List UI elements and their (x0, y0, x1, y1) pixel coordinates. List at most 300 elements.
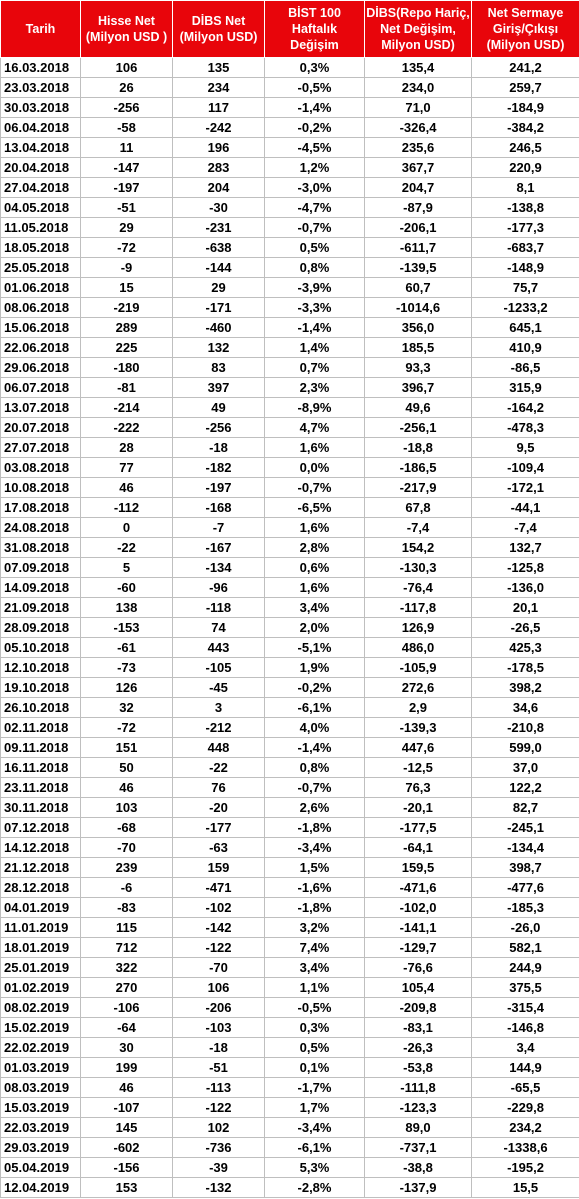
table-row (1, 538, 579, 558)
equity-net-cell: 11 (81, 138, 173, 158)
equity-net-cell: 151 (81, 738, 173, 758)
net-capital-flow-cell: 15,5 (472, 1178, 579, 1198)
header-bond-excl-repo: DİBS(Repo Hariç, Net Değişim, Milyon USD) (365, 1, 472, 58)
net-capital-flow-cell: -683,7 (472, 238, 579, 258)
equity-net-cell: -60 (81, 578, 173, 598)
bist100-change-cell: -1,4% (265, 98, 365, 118)
date-cell: 23.11.2018 (1, 778, 81, 798)
bist100-change-cell: 1,6% (265, 578, 365, 598)
table-row (1, 78, 579, 98)
header-net-capital-flow: Net Sermaye Giriş/Çıkışı (Milyon USD) (472, 1, 579, 58)
equity-net-cell: 30 (81, 1038, 173, 1058)
bond-net-cell: -118 (173, 598, 265, 618)
bond-excl-repo-cell: -137,9 (365, 1178, 472, 1198)
equity-net-cell: -64 (81, 1018, 173, 1038)
table-row (1, 518, 579, 538)
net-capital-flow-cell: 82,7 (472, 798, 579, 818)
bist100-change-cell: 0,8% (265, 758, 365, 778)
date-cell: 03.08.2018 (1, 458, 81, 478)
net-capital-flow-cell: -148,9 (472, 258, 579, 278)
date-cell: 11.05.2018 (1, 218, 81, 238)
bond-net-cell: -182 (173, 458, 265, 478)
date-cell: 16.11.2018 (1, 758, 81, 778)
bond-net-cell: -70 (173, 958, 265, 978)
bist100-change-cell: -4,5% (265, 138, 365, 158)
bond-excl-repo-cell: -87,9 (365, 198, 472, 218)
bond-net-cell: -144 (173, 258, 265, 278)
bist100-change-cell: 1,9% (265, 658, 365, 678)
bond-excl-repo-cell: -76,6 (365, 958, 472, 978)
date-cell: 30.11.2018 (1, 798, 81, 818)
bist100-change-cell: 3,2% (265, 918, 365, 938)
bond-excl-repo-cell: -64,1 (365, 838, 472, 858)
bond-net-cell: -102 (173, 898, 265, 918)
bist100-change-cell: -1,8% (265, 818, 365, 838)
bond-excl-repo-cell: -326,4 (365, 118, 472, 138)
net-capital-flow-cell: 34,6 (472, 698, 579, 718)
date-cell: 05.10.2018 (1, 638, 81, 658)
net-capital-flow-cell: -177,3 (472, 218, 579, 238)
bond-excl-repo-cell: 234,0 (365, 78, 472, 98)
bond-net-cell: -122 (173, 1098, 265, 1118)
net-capital-flow-cell: -164,2 (472, 398, 579, 418)
bist100-change-cell: -3,4% (265, 838, 365, 858)
net-capital-flow-cell: -26,0 (472, 918, 579, 938)
bond-net-cell: 234 (173, 78, 265, 98)
net-capital-flow-cell: -210,8 (472, 718, 579, 738)
bist100-change-cell: 0,5% (265, 1038, 365, 1058)
equity-net-cell: 26 (81, 78, 173, 98)
table-row (1, 198, 579, 218)
bond-net-cell: -168 (173, 498, 265, 518)
date-cell: 09.11.2018 (1, 738, 81, 758)
bond-net-cell: -242 (173, 118, 265, 138)
equity-net-cell: 77 (81, 458, 173, 478)
table-row (1, 818, 579, 838)
equity-net-cell: -51 (81, 198, 173, 218)
net-capital-flow-cell: -26,5 (472, 618, 579, 638)
bond-excl-repo-cell: -611,7 (365, 238, 472, 258)
bond-excl-repo-cell: -186,5 (365, 458, 472, 478)
bond-excl-repo-cell: -130,3 (365, 558, 472, 578)
equity-net-cell: 199 (81, 1058, 173, 1078)
bond-net-cell: 49 (173, 398, 265, 418)
date-cell: 23.03.2018 (1, 78, 81, 98)
equity-net-cell: 270 (81, 978, 173, 998)
bist100-change-cell: -1,8% (265, 898, 365, 918)
equity-net-cell: 50 (81, 758, 173, 778)
table-row (1, 1178, 579, 1198)
date-cell: 13.04.2018 (1, 138, 81, 158)
table-row (1, 978, 579, 998)
bist100-change-cell: 1,6% (265, 438, 365, 458)
net-capital-flow-cell: 645,1 (472, 318, 579, 338)
table-row (1, 378, 579, 398)
bond-net-cell: -197 (173, 478, 265, 498)
equity-net-cell: -83 (81, 898, 173, 918)
date-cell: 27.04.2018 (1, 178, 81, 198)
bist100-change-cell: -0,5% (265, 998, 365, 1018)
bist100-change-cell: -5,1% (265, 638, 365, 658)
equity-net-cell: -9 (81, 258, 173, 278)
bond-net-cell: 117 (173, 98, 265, 118)
net-capital-flow-cell: 315,9 (472, 378, 579, 398)
bond-excl-repo-cell: -102,0 (365, 898, 472, 918)
date-cell: 07.09.2018 (1, 558, 81, 578)
bist100-change-cell: -6,1% (265, 698, 365, 718)
table-row (1, 338, 579, 358)
table-row (1, 838, 579, 858)
bist100-change-cell: 0,3% (265, 58, 365, 78)
table-row (1, 498, 579, 518)
equity-net-cell: -73 (81, 658, 173, 678)
net-capital-flow-cell: -109,4 (472, 458, 579, 478)
date-cell: 30.03.2018 (1, 98, 81, 118)
bond-net-cell: -7 (173, 518, 265, 538)
table-row (1, 618, 579, 638)
bond-excl-repo-cell: 159,5 (365, 858, 472, 878)
header-equity-net: Hisse Net (Milyon USD ) (81, 1, 173, 58)
bond-excl-repo-cell: -83,1 (365, 1018, 472, 1038)
equity-net-cell: 712 (81, 938, 173, 958)
bist100-change-cell: -3,9% (265, 278, 365, 298)
bond-excl-repo-cell: -76,4 (365, 578, 472, 598)
bond-net-cell: 135 (173, 58, 265, 78)
bist100-change-cell: -1,7% (265, 1078, 365, 1098)
bond-net-cell: -231 (173, 218, 265, 238)
bond-net-cell: -18 (173, 1038, 265, 1058)
bist100-change-cell: -0,2% (265, 678, 365, 698)
equity-net-cell: 29 (81, 218, 173, 238)
date-cell: 12.10.2018 (1, 658, 81, 678)
net-capital-flow-cell: 37,0 (472, 758, 579, 778)
equity-net-cell: -156 (81, 1158, 173, 1178)
net-capital-flow-cell: -229,8 (472, 1098, 579, 1118)
equity-net-cell: 46 (81, 1078, 173, 1098)
table-row (1, 178, 579, 198)
bond-excl-repo-cell: -471,6 (365, 878, 472, 898)
table-row (1, 98, 579, 118)
net-capital-flow-cell: 398,2 (472, 678, 579, 698)
date-cell: 14.12.2018 (1, 838, 81, 858)
table-row (1, 258, 579, 278)
table-row (1, 778, 579, 798)
bond-excl-repo-cell: 396,7 (365, 378, 472, 398)
net-capital-flow-cell: 398,7 (472, 858, 579, 878)
bist100-change-cell: -1,6% (265, 878, 365, 898)
equity-net-cell: 46 (81, 778, 173, 798)
date-cell: 06.04.2018 (1, 118, 81, 138)
equity-net-cell: 126 (81, 678, 173, 698)
table-row (1, 1158, 579, 1178)
equity-net-cell: 153 (81, 1178, 173, 1198)
bond-net-cell: -18 (173, 438, 265, 458)
bond-excl-repo-cell: 126,9 (365, 618, 472, 638)
equity-net-cell: 289 (81, 318, 173, 338)
date-cell: 25.05.2018 (1, 258, 81, 278)
net-capital-flow-cell: -477,6 (472, 878, 579, 898)
date-cell: 15.02.2019 (1, 1018, 81, 1038)
bond-net-cell: -30 (173, 198, 265, 218)
bond-excl-repo-cell: -111,8 (365, 1078, 472, 1098)
table-row (1, 658, 579, 678)
header-row (1, 1, 579, 58)
date-cell: 01.06.2018 (1, 278, 81, 298)
date-cell: 20.04.2018 (1, 158, 81, 178)
equity-net-cell: -70 (81, 838, 173, 858)
bond-net-cell: 3 (173, 698, 265, 718)
table-row (1, 558, 579, 578)
bond-excl-repo-cell: -105,9 (365, 658, 472, 678)
date-cell: 08.06.2018 (1, 298, 81, 318)
equity-net-cell: -61 (81, 638, 173, 658)
bond-net-cell: 83 (173, 358, 265, 378)
bond-excl-repo-cell: 235,6 (365, 138, 472, 158)
bist100-change-cell: -0,5% (265, 78, 365, 98)
bist100-change-cell: -0,7% (265, 778, 365, 798)
date-cell: 22.06.2018 (1, 338, 81, 358)
equity-net-cell: -72 (81, 238, 173, 258)
date-cell: 16.03.2018 (1, 58, 81, 78)
date-cell: 05.04.2019 (1, 1158, 81, 1178)
net-capital-flow-cell: -136,0 (472, 578, 579, 598)
net-capital-flow-cell: 9,5 (472, 438, 579, 458)
bond-net-cell: -471 (173, 878, 265, 898)
bond-excl-repo-cell: 447,6 (365, 738, 472, 758)
bist100-change-cell: 2,8% (265, 538, 365, 558)
bond-excl-repo-cell: 60,7 (365, 278, 472, 298)
bist100-change-cell: 3,4% (265, 958, 365, 978)
bond-excl-repo-cell: -20,1 (365, 798, 472, 818)
equity-net-cell: 32 (81, 698, 173, 718)
table-row (1, 1078, 579, 1098)
date-cell: 22.02.2019 (1, 1038, 81, 1058)
date-cell: 12.04.2019 (1, 1178, 81, 1198)
table-row (1, 918, 579, 938)
equity-net-cell: -107 (81, 1098, 173, 1118)
bist100-change-cell: -0,7% (265, 218, 365, 238)
bond-net-cell: -142 (173, 918, 265, 938)
date-cell: 27.07.2018 (1, 438, 81, 458)
net-capital-flow-cell: -86,5 (472, 358, 579, 378)
bond-excl-repo-cell: -256,1 (365, 418, 472, 438)
net-capital-flow-cell: 132,7 (472, 538, 579, 558)
date-cell: 28.09.2018 (1, 618, 81, 638)
table-row (1, 458, 579, 478)
bond-net-cell: -460 (173, 318, 265, 338)
date-cell: 22.03.2019 (1, 1118, 81, 1138)
date-cell: 17.08.2018 (1, 498, 81, 518)
equity-net-cell: -256 (81, 98, 173, 118)
bond-net-cell: -113 (173, 1078, 265, 1098)
bond-net-cell: 443 (173, 638, 265, 658)
equity-net-cell: -180 (81, 358, 173, 378)
bist100-change-cell: 0,8% (265, 258, 365, 278)
bond-excl-repo-cell: 93,3 (365, 358, 472, 378)
date-cell: 14.09.2018 (1, 578, 81, 598)
table-header (1, 1, 579, 58)
date-cell: 02.11.2018 (1, 718, 81, 738)
date-cell: 13.07.2018 (1, 398, 81, 418)
table-row (1, 738, 579, 758)
table-row (1, 58, 579, 78)
bond-excl-repo-cell: 2,9 (365, 698, 472, 718)
table-row (1, 398, 579, 418)
bond-excl-repo-cell: 67,8 (365, 498, 472, 518)
bond-excl-repo-cell: 76,3 (365, 778, 472, 798)
net-capital-flow-cell: 234,2 (472, 1118, 579, 1138)
table-row (1, 758, 579, 778)
bond-net-cell: -134 (173, 558, 265, 578)
header-date: Tarih (1, 1, 81, 58)
table-row (1, 1118, 579, 1138)
equity-net-cell: 145 (81, 1118, 173, 1138)
bist100-change-cell: 0,7% (265, 358, 365, 378)
bist100-change-cell: 1,5% (265, 858, 365, 878)
table-row (1, 158, 579, 178)
table-body (1, 58, 579, 1198)
bond-excl-repo-cell: -139,5 (365, 258, 472, 278)
bond-excl-repo-cell: -117,8 (365, 598, 472, 618)
bond-net-cell: -105 (173, 658, 265, 678)
bond-net-cell: -736 (173, 1138, 265, 1158)
equity-net-cell: 28 (81, 438, 173, 458)
date-cell: 25.01.2019 (1, 958, 81, 978)
bond-net-cell: 132 (173, 338, 265, 358)
equity-net-cell: -6 (81, 878, 173, 898)
table-row (1, 218, 579, 238)
bond-excl-repo-cell: 356,0 (365, 318, 472, 338)
net-capital-flow-cell: -384,2 (472, 118, 579, 138)
bond-excl-repo-cell: -129,7 (365, 938, 472, 958)
bond-excl-repo-cell: -177,5 (365, 818, 472, 838)
bond-excl-repo-cell: -1014,6 (365, 298, 472, 318)
equity-net-cell: -106 (81, 998, 173, 1018)
table-row (1, 878, 579, 898)
date-cell: 01.02.2019 (1, 978, 81, 998)
bond-excl-repo-cell: -7,4 (365, 518, 472, 538)
bist100-change-cell: 0,3% (265, 1018, 365, 1038)
date-cell: 06.07.2018 (1, 378, 81, 398)
bist100-change-cell: 5,3% (265, 1158, 365, 1178)
date-cell: 21.09.2018 (1, 598, 81, 618)
bond-net-cell: -638 (173, 238, 265, 258)
net-capital-flow-cell: 375,5 (472, 978, 579, 998)
date-cell: 15.06.2018 (1, 318, 81, 338)
bist100-change-cell: 0,1% (265, 1058, 365, 1078)
bond-net-cell: 74 (173, 618, 265, 638)
net-capital-flow-cell: 259,7 (472, 78, 579, 98)
table-row (1, 598, 579, 618)
bond-net-cell: -177 (173, 818, 265, 838)
net-capital-flow-cell: 582,1 (472, 938, 579, 958)
bist100-change-cell: 0,0% (265, 458, 365, 478)
table-row (1, 278, 579, 298)
bond-excl-repo-cell: 135,4 (365, 58, 472, 78)
net-capital-flow-cell: -125,8 (472, 558, 579, 578)
table-row (1, 478, 579, 498)
bond-net-cell: 76 (173, 778, 265, 798)
bist100-change-cell: 7,4% (265, 938, 365, 958)
bond-net-cell: 159 (173, 858, 265, 878)
bond-excl-repo-cell: -26,3 (365, 1038, 472, 1058)
net-capital-flow-cell: -315,4 (472, 998, 579, 1018)
date-cell: 04.01.2019 (1, 898, 81, 918)
bist100-change-cell: 2,0% (265, 618, 365, 638)
bond-net-cell: 397 (173, 378, 265, 398)
bond-net-cell: -256 (173, 418, 265, 438)
bist100-change-cell: 1,6% (265, 518, 365, 538)
net-capital-flow-cell: -245,1 (472, 818, 579, 838)
table-row (1, 998, 579, 1018)
date-cell: 10.08.2018 (1, 478, 81, 498)
bond-excl-repo-cell: -38,8 (365, 1158, 472, 1178)
date-cell: 29.06.2018 (1, 358, 81, 378)
net-capital-flow-cell: -185,3 (472, 898, 579, 918)
date-cell: 28.12.2018 (1, 878, 81, 898)
net-capital-flow-cell: -134,4 (472, 838, 579, 858)
equity-net-cell: -68 (81, 818, 173, 838)
net-capital-flow-cell: -1233,2 (472, 298, 579, 318)
bist100-change-cell: -1,4% (265, 738, 365, 758)
equity-net-cell: -72 (81, 718, 173, 738)
equity-net-cell: 103 (81, 798, 173, 818)
table-row (1, 298, 579, 318)
bist100-change-cell: 1,7% (265, 1098, 365, 1118)
equity-net-cell: 46 (81, 478, 173, 498)
bond-net-cell: -96 (173, 578, 265, 598)
bond-net-cell: -51 (173, 1058, 265, 1078)
bond-net-cell: -39 (173, 1158, 265, 1178)
equity-net-cell: 115 (81, 918, 173, 938)
bist100-change-cell: -0,7% (265, 478, 365, 498)
bond-net-cell: -171 (173, 298, 265, 318)
bond-net-cell: -103 (173, 1018, 265, 1038)
bist100-change-cell: -3,3% (265, 298, 365, 318)
table-row (1, 698, 579, 718)
table-row (1, 798, 579, 818)
date-cell: 15.03.2019 (1, 1098, 81, 1118)
bist100-change-cell: -8,9% (265, 398, 365, 418)
date-cell: 07.12.2018 (1, 818, 81, 838)
net-capital-flow-cell: 75,7 (472, 278, 579, 298)
net-capital-flow-cell: -1338,6 (472, 1138, 579, 1158)
net-capital-flow-cell: 244,9 (472, 958, 579, 978)
table-row (1, 138, 579, 158)
net-capital-flow-cell: 220,9 (472, 158, 579, 178)
net-capital-flow-cell: -44,1 (472, 498, 579, 518)
bond-excl-repo-cell: 71,0 (365, 98, 472, 118)
table-row (1, 118, 579, 138)
bist100-change-cell: -6,1% (265, 1138, 365, 1158)
bond-net-cell: 106 (173, 978, 265, 998)
table-row (1, 1098, 579, 1118)
equity-net-cell: 322 (81, 958, 173, 978)
net-capital-flow-cell: -195,2 (472, 1158, 579, 1178)
net-capital-flow-cell: 425,3 (472, 638, 579, 658)
bond-net-cell: -206 (173, 998, 265, 1018)
date-cell: 01.03.2019 (1, 1058, 81, 1078)
net-capital-flow-cell: -65,5 (472, 1078, 579, 1098)
bist100-change-cell: -3,4% (265, 1118, 365, 1138)
bond-net-cell: -132 (173, 1178, 265, 1198)
bist100-change-cell: 2,6% (265, 798, 365, 818)
bist100-change-cell: 3,4% (265, 598, 365, 618)
net-capital-flow-cell: -178,5 (472, 658, 579, 678)
bond-excl-repo-cell: -206,1 (365, 218, 472, 238)
date-cell: 18.01.2019 (1, 938, 81, 958)
bist100-change-cell: -1,4% (265, 318, 365, 338)
